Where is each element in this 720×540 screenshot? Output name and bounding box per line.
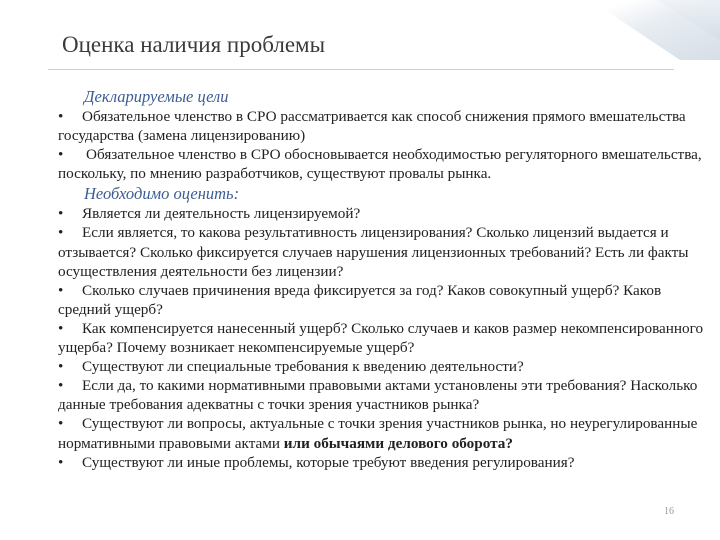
- list-item-text: Является ли деятельность лицензируемой?: [82, 205, 361, 223]
- list-item: [58, 453, 708, 472]
- slide-content: [58, 86, 708, 472]
- list-item-text: Существуют ли иные проблемы, которые требуют введения регулирования?: [82, 453, 575, 471]
- bullet-icon: •: [58, 377, 64, 395]
- list-item: [58, 145, 708, 183]
- bullet-icon: •: [58, 224, 64, 242]
- section-heading-need-to-assess: Необходимо оценить:: [84, 184, 240, 204]
- bullet-icon: •: [58, 319, 64, 337]
- list-item-text: Если да, то какими нормативными правовыми актами установлены эти требования? Насколько данные требования адекватны с точки зрения участников рынка?: [58, 377, 698, 414]
- list-item-text: Сколько случаев причинения вреда фиксируется за год? Каков совокупный ущерб? Каков средний ущерб?: [58, 281, 662, 318]
- list-item-text: Обязательное членство в СРО обосновывается необходимостью регуляторного вмешательства, поскольку, по мнению разработчиков, существуют провалы рынка.: [58, 146, 702, 183]
- title-divider: [48, 69, 674, 70]
- list-item: [58, 414, 708, 452]
- list-item-text: Существуют ли специальные требования к введению деятельности?: [82, 358, 524, 376]
- bullet-icon: •: [58, 281, 64, 299]
- list-item: [58, 376, 708, 414]
- page-number: 16: [664, 506, 674, 517]
- bullet-icon: •: [58, 146, 64, 164]
- list-item-bold-text: или обычаями делового оборота?: [283, 434, 513, 452]
- bullet-icon: •: [58, 415, 64, 433]
- list-item: [58, 204, 708, 223]
- bullet-icon: •: [58, 358, 64, 376]
- list-item: [58, 319, 708, 357]
- list-item-text: Существуют ли вопросы, актуальные с точки зрения участников рынка, но неурегулированные нормативными правовыми актами: [58, 415, 698, 452]
- list-item-text: Если является, то какова результативность лицензирования? Сколько лицензий выдается и отзывается? Сколько фиксируется случаев нарушения лицензионных требований? Есть ли факты осуществления деятельности без лицензии?: [58, 224, 689, 280]
- list-item: [58, 357, 708, 376]
- section-heading-declared-goals: Декларируемые цели: [84, 87, 229, 106]
- bullet-icon: •: [58, 205, 64, 223]
- slide-title: Оценка наличия проблемы: [62, 32, 326, 57]
- list-item: [58, 223, 708, 280]
- list-item: [58, 107, 708, 145]
- list-item-text: Обязательное членство в СРО рассматривается как способ снижения прямого вмешательства государства (замена лицензированию): [58, 108, 686, 145]
- bullet-icon: •: [58, 453, 64, 471]
- list-item-text: Как компенсируется нанесенный ущерб? Сколько случаев и каков размер некомпенсированного ущерба? Почему возникает некомпенсируемые ущерб?: [58, 319, 704, 357]
- list-item: [58, 281, 708, 319]
- bullet-icon: •: [58, 108, 64, 125]
